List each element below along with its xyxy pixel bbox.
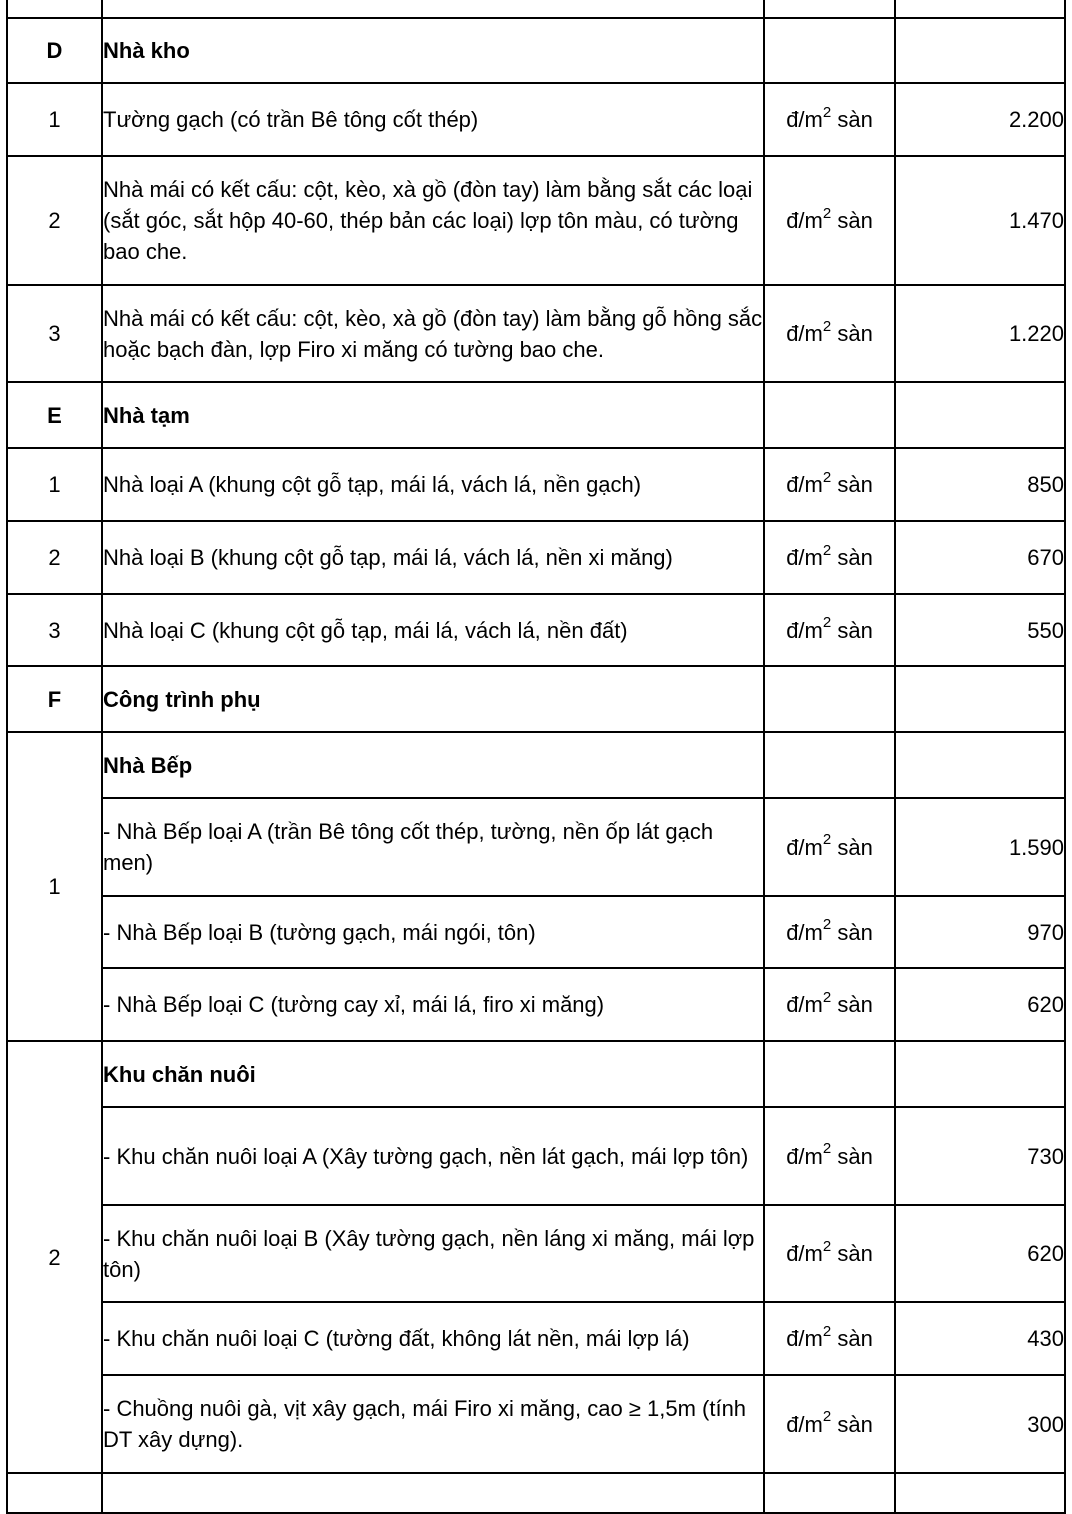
row-description: Nhà mái có kết cấu: cột, kèo, xà gồ (đòn tay) làm bằng gỗ hồng sắc hoặc bạch đàn, lợp Firo xi măng có tường bao che.: [102, 285, 764, 382]
unit-suffix: sàn: [831, 1326, 873, 1351]
row-price: 850: [895, 448, 1065, 521]
row-price: 970: [895, 896, 1065, 968]
group-title: Nhà Bếp: [102, 732, 764, 798]
cell-empty: [764, 732, 895, 798]
row-price: 670: [895, 521, 1065, 594]
section-title: Nhà tạm: [102, 382, 764, 448]
table-row: [7, 285, 1065, 382]
unit-exponent: 2: [822, 468, 832, 486]
unit-suffix: sàn: [831, 834, 873, 860]
unit-base: đ/m: [786, 1326, 823, 1351]
table-row: [7, 798, 1065, 896]
row-description: - Khu chăn nuôi loại B (Xây tường gạch, nền láng xi măng, mái lợp tôn): [102, 1205, 764, 1302]
section-code: E: [7, 382, 102, 448]
table-row: [7, 156, 1065, 285]
row-description: - Chuồng nuôi gà, vịt xây gạch, mái Firo xi măng, cao ≥ 1,5m (tính DT xây dựng).: [102, 1375, 764, 1473]
unit-exponent: 2: [822, 1322, 832, 1340]
row-number: 2: [7, 156, 102, 285]
row-unit: [764, 1375, 895, 1473]
unit-exponent: 2: [822, 831, 832, 849]
unit-base: đ/m: [786, 1241, 823, 1266]
row-unit: [764, 156, 895, 285]
table-row: [7, 521, 1065, 594]
row-description: - Khu chăn nuôi loại A (Xây tường gạch, nền lát gạch, mái lợp tôn): [102, 1107, 764, 1205]
group-number: 2: [7, 1041, 102, 1473]
table-row: [7, 1205, 1065, 1302]
unit-suffix: sàn: [831, 919, 873, 945]
cell-empty: [102, 0, 764, 18]
table-row-partial-bottom: [7, 1473, 1065, 1513]
unit-base: đ/m: [786, 321, 823, 346]
row-description: Tường gạch (có trần Bê tông cốt thép): [102, 83, 764, 156]
group-header-row: [7, 1041, 1065, 1107]
cell-empty: [895, 1041, 1065, 1107]
unit-suffix: sàn: [831, 1241, 873, 1266]
row-price: 1.590: [895, 798, 1065, 896]
row-unit: [764, 285, 895, 382]
section-code: D: [7, 18, 102, 83]
row-unit: [764, 1302, 895, 1375]
unit-base: đ/m: [786, 992, 823, 1017]
unit-base: đ/m: [786, 919, 823, 945]
section-header-row: [7, 382, 1065, 448]
row-price: 300: [895, 1375, 1065, 1473]
row-description: Nhà mái có kết cấu: cột, kèo, xà gồ (đòn tay) làm bằng sắt các loại (sắt góc, sắt hộp 40-60, thép bản các loại) lợp tôn màu, có tường bao che.: [102, 156, 764, 285]
table-row: [7, 448, 1065, 521]
section-header-row: [7, 18, 1065, 83]
row-number: 1: [7, 448, 102, 521]
row-price: 1.470: [895, 156, 1065, 285]
unit-exponent: 2: [822, 1408, 832, 1426]
cell-empty: [764, 666, 895, 732]
row-unit: [764, 521, 895, 594]
row-unit: [764, 798, 895, 896]
cell-empty: [895, 18, 1065, 83]
row-description: - Nhà Bếp loại B (tường gạch, mái ngói, tôn): [102, 896, 764, 968]
row-price: 550: [895, 594, 1065, 666]
unit-base: đ/m: [786, 208, 823, 233]
unit-base: đ/m: [786, 545, 823, 570]
section-header-row: [7, 666, 1065, 732]
row-unit: [764, 1205, 895, 1302]
cell-empty: [764, 0, 895, 18]
cell-empty: [895, 0, 1065, 18]
unit-suffix: sàn: [831, 992, 873, 1017]
unit-exponent: 2: [822, 1140, 832, 1158]
unit-suffix: sàn: [831, 1411, 873, 1437]
table-row-partial-top: [7, 0, 1065, 18]
price-table: [6, 0, 1066, 1514]
table-row: [7, 83, 1065, 156]
row-unit: [764, 594, 895, 666]
unit-base: đ/m: [786, 1143, 823, 1169]
cell-empty: [764, 18, 895, 83]
row-price: 430: [895, 1302, 1065, 1375]
section-code: F: [7, 666, 102, 732]
row-price: 1.220: [895, 285, 1065, 382]
row-description: - Nhà Bếp loại C (tường cay xỉ, mái lá, firo xi măng): [102, 968, 764, 1041]
unit-exponent: 2: [822, 541, 832, 559]
unit-suffix: sàn: [831, 208, 873, 233]
unit-exponent: 2: [822, 988, 832, 1006]
unit-exponent: 2: [822, 204, 832, 222]
cell-empty: [895, 666, 1065, 732]
unit-suffix: sàn: [831, 617, 873, 643]
unit-base: đ/m: [786, 1411, 823, 1437]
unit-base: đ/m: [786, 472, 823, 497]
row-description: Nhà loại C (khung cột gỗ tạp, mái lá, vách lá, nền đất): [102, 594, 764, 666]
cell-empty: [7, 0, 102, 18]
unit-base: đ/m: [786, 834, 823, 860]
row-number: 3: [7, 594, 102, 666]
table-row: [7, 1107, 1065, 1205]
unit-exponent: 2: [822, 103, 832, 121]
unit-exponent: 2: [822, 916, 832, 934]
unit-base: đ/m: [786, 107, 823, 132]
cell-empty: [7, 1473, 102, 1513]
section-title: Công trình phụ: [102, 666, 764, 732]
cell-empty: [895, 1473, 1065, 1513]
table-row: [7, 968, 1065, 1041]
cell-empty: [764, 1473, 895, 1513]
unit-suffix: sàn: [831, 545, 873, 570]
row-price: 2.200: [895, 83, 1065, 156]
cell-empty: [895, 382, 1065, 448]
row-price: 620: [895, 968, 1065, 1041]
row-unit: [764, 1107, 895, 1205]
group-number: 1: [7, 732, 102, 1041]
row-number: 3: [7, 285, 102, 382]
group-header-row: [7, 732, 1065, 798]
table-row: [7, 1375, 1065, 1473]
unit-exponent: 2: [822, 1237, 832, 1255]
table-row: [7, 1302, 1065, 1375]
row-number: 1: [7, 83, 102, 156]
section-title: Nhà kho: [102, 18, 764, 83]
cell-empty: [102, 1473, 764, 1513]
table-row: [7, 594, 1065, 666]
row-number: 2: [7, 521, 102, 594]
row-unit: [764, 83, 895, 156]
unit-suffix: sàn: [831, 107, 873, 132]
row-unit: [764, 448, 895, 521]
unit-suffix: sàn: [831, 472, 873, 497]
row-price: 730: [895, 1107, 1065, 1205]
row-unit: [764, 896, 895, 968]
unit-suffix: sàn: [831, 321, 873, 346]
unit-suffix: sàn: [831, 1143, 873, 1169]
unit-base: đ/m: [786, 617, 823, 643]
row-description: Nhà loại A (khung cột gỗ tạp, mái lá, vách lá, nền gạch): [102, 448, 764, 521]
row-description: - Khu chăn nuôi loại C (tường đất, không lát nền, mái lợp lá): [102, 1302, 764, 1375]
group-title: Khu chăn nuôi: [102, 1041, 764, 1107]
table-row: [7, 896, 1065, 968]
row-description: Nhà loại B (khung cột gỗ tạp, mái lá, vách lá, nền xi măng): [102, 521, 764, 594]
unit-exponent: 2: [822, 614, 832, 632]
cell-empty: [895, 732, 1065, 798]
unit-exponent: 2: [822, 317, 832, 335]
row-unit: [764, 968, 895, 1041]
row-description: - Nhà Bếp loại A (trần Bê tông cốt thép, tường, nền ốp lát gạch men): [102, 798, 764, 896]
cell-empty: [764, 1041, 895, 1107]
cell-empty: [764, 382, 895, 448]
row-price: 620: [895, 1205, 1065, 1302]
